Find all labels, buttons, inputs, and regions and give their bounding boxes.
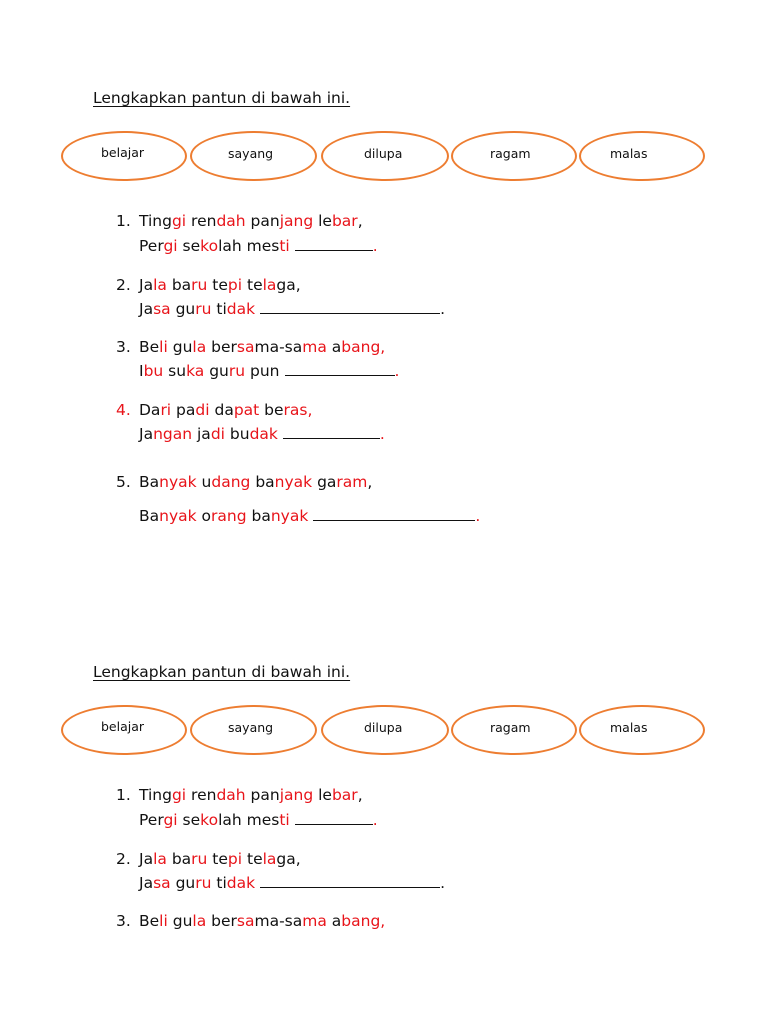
pantun-line-2 (139, 506, 480, 525)
item-number: 2. (116, 850, 131, 868)
highlighted-syllable: nyak (274, 473, 313, 491)
line-end-period: . (372, 811, 378, 829)
syllable-text: Per (139, 811, 164, 829)
word-bank-oval-sayang (190, 705, 317, 755)
word-bank-oval-dilupa (321, 705, 449, 755)
highlighted-syllable: ka (186, 362, 205, 380)
highlighted-syllable: dak (249, 425, 278, 443)
highlighted-syllable: pi (227, 850, 243, 868)
highlighted-syllable: di (210, 425, 225, 443)
highlighted-syllable: ru (228, 362, 246, 380)
highlighted-syllable: ru (191, 850, 208, 868)
highlighted-syllable: la (192, 338, 207, 356)
worksheet-title: Lengkapkan pantun di bawah ini. (93, 89, 351, 107)
pantun-line-1 (139, 473, 372, 491)
syllable-text: , (367, 473, 373, 491)
syllable-text: Ja (139, 300, 154, 318)
syllable-text: Ja (139, 276, 154, 294)
syllable-text: a (326, 912, 342, 930)
highlighted-syllable: nyak (159, 507, 197, 525)
highlighted-syllable: la (153, 850, 167, 868)
syllable-text: bu (224, 425, 250, 443)
word-bank-oval-belajar (61, 131, 187, 181)
word-bank-oval-ragam (451, 131, 577, 181)
syllable-text: pan (245, 786, 280, 804)
syllable-text: , (357, 212, 363, 230)
highlighted-syllable: gi (163, 237, 178, 255)
highlighted-syllable: ti (279, 811, 290, 829)
highlighted-syllable: nyak (270, 507, 309, 525)
syllable-text: I (139, 362, 144, 380)
highlighted-syllable: pat (233, 401, 260, 419)
syllable-text: se (177, 811, 201, 829)
highlighted-syllable: dak (226, 874, 256, 892)
syllable-text: da (209, 401, 234, 419)
syllable-text: se (177, 237, 201, 255)
highlighted-syllable: dang (211, 473, 251, 491)
highlighted-syllable: gi (171, 212, 187, 230)
syllable-text: ga, (276, 276, 301, 294)
highlighted-syllable: ti (279, 237, 290, 255)
answer-blank[interactable] (285, 361, 395, 376)
syllable-text: a (326, 338, 342, 356)
word-bank-word: ragam (490, 720, 531, 735)
highlighted-syllable: sa (236, 912, 255, 930)
syllable-text: ba (250, 473, 275, 491)
highlighted-syllable: ru (191, 276, 208, 294)
answer-blank[interactable] (295, 810, 373, 825)
syllable-text: ba (166, 850, 192, 868)
syllable-text: be (259, 401, 284, 419)
syllable-text: Per (139, 237, 164, 255)
highlighted-syllable: ras, (283, 401, 313, 419)
highlighted-syllable: rang (211, 507, 247, 525)
syllable-text: Ja (139, 850, 154, 868)
highlighted-syllable: bang, (341, 912, 386, 930)
line-end-period: . (440, 874, 446, 892)
highlighted-syllable: la (262, 276, 277, 294)
syllable-text: Ja (139, 874, 154, 892)
syllable-text: le (313, 212, 332, 230)
word-bank-word: dilupa (364, 720, 403, 735)
highlighted-syllable: li (159, 912, 168, 930)
syllable-text: pan (245, 212, 280, 230)
syllable-text: ma-sa (254, 338, 303, 356)
syllable-text: ti (211, 874, 227, 892)
pantun-line-2 (139, 873, 445, 892)
highlighted-syllable: sa (153, 300, 171, 318)
answer-blank[interactable] (260, 873, 440, 888)
pantun-line-1 (139, 212, 363, 230)
highlighted-syllable: di (195, 401, 210, 419)
syllable-text: ber (206, 338, 237, 356)
highlighted-syllable: ngan (153, 425, 193, 443)
pantun-line-1 (139, 338, 385, 356)
syllable-text: ti (211, 300, 227, 318)
syllable-text: ber (206, 912, 237, 930)
word-bank-oval-malas (579, 705, 705, 755)
word-bank-oval-sayang (190, 131, 317, 181)
syllable-text: pun (245, 362, 280, 380)
syllable-text: te (242, 850, 263, 868)
syllable-text: ren (186, 212, 217, 230)
word-bank-oval-ragam (451, 705, 577, 755)
word-bank-word: sayang (228, 720, 274, 735)
pantun-line-2 (139, 810, 378, 829)
syllable-text: gu (170, 874, 196, 892)
highlighted-syllable: dah (216, 786, 246, 804)
syllable-text: lah mes (218, 237, 280, 255)
word-bank-word: dilupa (364, 146, 403, 161)
syllable-text: te (207, 850, 228, 868)
answer-blank[interactable] (313, 506, 475, 521)
item-number: 4. (116, 401, 131, 419)
highlighted-syllable: ri (160, 401, 172, 419)
syllable-text: ga, (276, 850, 301, 868)
syllable-text: Ting (139, 212, 172, 230)
line-end-period: . (440, 300, 446, 318)
word-bank-word: ragam (490, 146, 531, 161)
syllable-text: ja (192, 425, 211, 443)
highlighted-syllable: dak (226, 300, 256, 318)
highlighted-syllable: jang (279, 786, 314, 804)
item-number: 3. (116, 912, 131, 930)
word-bank-oval-dilupa (321, 131, 449, 181)
pantun-line-1 (139, 276, 301, 294)
highlighted-syllable: ko (200, 237, 219, 255)
pantun-line-1 (139, 850, 301, 868)
syllable-text: ba (246, 507, 271, 525)
syllable-text: Be (139, 338, 160, 356)
worksheet-title: Lengkapkan pantun di bawah ini. (93, 663, 351, 681)
highlighted-syllable: la (262, 850, 277, 868)
highlighted-syllable: bu (143, 362, 164, 380)
highlighted-syllable: la (192, 912, 207, 930)
syllable-text: Ting (139, 786, 172, 804)
line-end-period: . (394, 362, 400, 380)
item-number: 1. (116, 786, 131, 804)
highlighted-syllable: dah (216, 212, 246, 230)
highlighted-syllable: bar (331, 786, 358, 804)
syllable-text: lah mes (218, 811, 280, 829)
word-bank-word: belajar (101, 719, 145, 734)
pantun-line-2 (139, 236, 378, 255)
answer-blank[interactable] (283, 424, 380, 439)
pantun-line-2 (139, 361, 399, 380)
syllable-text: su (163, 362, 187, 380)
highlighted-syllable: li (159, 338, 168, 356)
syllable-text: o (196, 507, 212, 525)
word-bank-word: malas (610, 720, 648, 735)
syllable-text: ren (186, 786, 217, 804)
highlighted-syllable: bar (331, 212, 358, 230)
highlighted-syllable: la (153, 276, 167, 294)
pantun-line-2 (139, 424, 385, 443)
syllable-text: Ba (139, 473, 160, 491)
word-bank-word: malas (610, 146, 648, 161)
line-end-period: . (475, 507, 481, 525)
syllable-text: u (196, 473, 212, 491)
word-bank-oval-belajar (61, 705, 187, 755)
word-bank-oval-malas (579, 131, 705, 181)
syllable-text: te (242, 276, 263, 294)
pantun-line-1 (139, 912, 385, 930)
syllable-text: Ja (139, 425, 154, 443)
highlighted-syllable: nyak (159, 473, 197, 491)
syllable-text: Da (139, 401, 161, 419)
highlighted-syllable: ru (195, 874, 212, 892)
syllable-text: gu (167, 338, 193, 356)
line-end-period: . (372, 237, 378, 255)
highlighted-syllable: bang, (341, 338, 386, 356)
syllable-text: te (207, 276, 228, 294)
syllable-text: Ba (139, 507, 160, 525)
syllable-text: ma-sa (254, 912, 303, 930)
pantun-line-1 (139, 401, 312, 419)
syllable-text: gu (204, 362, 229, 380)
word-bank-word: sayang (228, 146, 274, 161)
syllable-text: le (313, 786, 332, 804)
item-number: 3. (116, 338, 131, 356)
item-number: 2. (116, 276, 131, 294)
highlighted-syllable: pi (227, 276, 243, 294)
highlighted-syllable: gi (163, 811, 178, 829)
highlighted-syllable: ko (200, 811, 219, 829)
highlighted-syllable: gi (171, 786, 187, 804)
highlighted-syllable: ma (302, 338, 327, 356)
highlighted-syllable: ma (302, 912, 327, 930)
item-number: 1. (116, 212, 131, 230)
syllable-text: pa (171, 401, 196, 419)
answer-blank[interactable] (260, 299, 440, 314)
pantun-line-2 (139, 299, 445, 318)
syllable-text: gu (170, 300, 196, 318)
highlighted-syllable: jang (279, 212, 314, 230)
syllable-text: , (357, 786, 363, 804)
word-bank-word: belajar (101, 145, 145, 160)
syllable-text: gu (167, 912, 193, 930)
item-number: 5. (116, 473, 131, 491)
pantun-line-1 (139, 786, 363, 804)
highlighted-syllable: sa (153, 874, 171, 892)
syllable-text: Be (139, 912, 160, 930)
syllable-text: ga (312, 473, 337, 491)
syllable-text: ba (166, 276, 192, 294)
highlighted-syllable: ru (195, 300, 212, 318)
highlighted-syllable: ram (336, 473, 368, 491)
highlighted-syllable: sa (236, 338, 255, 356)
answer-blank[interactable] (295, 236, 373, 251)
line-end-period: . (379, 425, 385, 443)
